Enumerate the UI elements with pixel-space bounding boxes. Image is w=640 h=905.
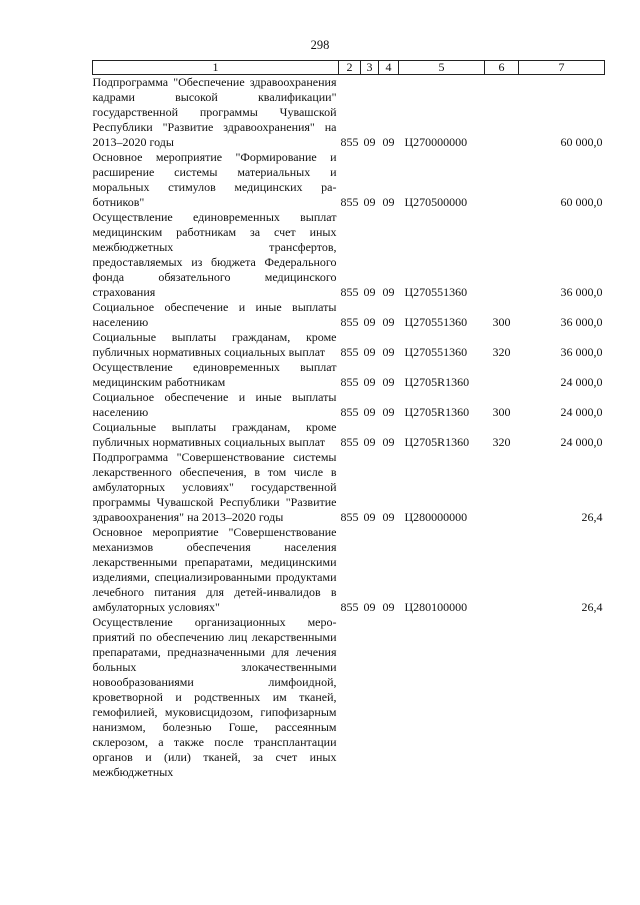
row-name: Подпрограмма "Обеспечение здравоохранения кадрами высокой квалификации" государственной программы Чувашской Республики "Развитие здравоохранения" на 2013–2020 годы (92, 75, 337, 149)
table-row (93, 150, 605, 210)
row-ministry: 855 (340, 285, 359, 299)
row-target-code: Ц280000000 (404, 510, 468, 524)
row-section (361, 615, 379, 780)
page-number: 298 (310, 38, 330, 52)
row-target-code: Ц270551360 (404, 315, 468, 329)
row-subsection: 09 (382, 600, 395, 614)
row-ministry: 855 (340, 195, 359, 209)
row-name: Социальное обеспечение и иные выплаты населению (92, 300, 337, 329)
row-expense-type: 300 (492, 315, 511, 329)
row-section: 09 (363, 405, 376, 419)
row-amount: 36 000,0 (560, 285, 603, 299)
row-section: 09 (363, 435, 376, 449)
row-ministry: 855 (340, 405, 359, 419)
row-section: 09 (363, 135, 376, 149)
row-name: Осуществление единовременных выплат медицинским работникам (92, 360, 337, 389)
row-expense-type: 300 (492, 405, 511, 419)
table-row (93, 300, 605, 330)
table-header-row (93, 61, 605, 75)
row-name: Социальные выплаты гражданам, кроме публичных нормативных социальных выплат (92, 420, 337, 449)
row-target-code: Ц2705R1360 (404, 435, 470, 449)
row-target-code: Ц270500000 (404, 195, 468, 209)
row-name: Основное мероприятие "Совершенствование механизмов обеспечения населения лекарственными препаратами, медицинскими изделиями, специализированными продуктами лечебного питания для детей-инвалидов в амбулаторных условиях" (92, 525, 337, 614)
row-amount: 60 000,0 (560, 195, 603, 209)
row-amount: 60 000,0 (560, 135, 603, 149)
row-amount: 26,4 (581, 600, 603, 614)
row-subsection: 09 (382, 315, 395, 329)
row-section: 09 (363, 315, 376, 329)
row-section: 09 (363, 285, 376, 299)
row-subsection: 09 (382, 435, 395, 449)
header-col-3: 3 (361, 61, 379, 75)
row-ministry: 855 (340, 345, 359, 359)
row-expense-type: 320 (492, 345, 511, 359)
row-target-code: Ц2705R1360 (404, 375, 470, 389)
row-name: Осуществление единовременных выплат медицинским работникам за счет иных межбюджетных трансфертов, предоставляемых из бюджета Федерального фонда обязательного медицинского страхования (92, 210, 337, 299)
row-subsection: 09 (382, 405, 395, 419)
row-expense-type (485, 75, 519, 151)
header-col-2: 2 (339, 61, 361, 75)
row-expense-type (485, 360, 519, 390)
table-row (93, 210, 605, 300)
row-target-code: Ц270551360 (404, 285, 468, 299)
row-amount: 24 000,0 (560, 435, 603, 449)
row-name: Социальное обеспечение и иные выплаты населению (92, 390, 337, 419)
row-target-code: Ц2705R1360 (404, 405, 470, 419)
table-row (93, 360, 605, 390)
row-ministry: 855 (340, 510, 359, 524)
row-ministry: 855 (340, 375, 359, 389)
row-expense-type (485, 150, 519, 210)
row-expense-type (485, 525, 519, 615)
row-ministry: 855 (340, 315, 359, 329)
table-row (93, 390, 605, 420)
table-row (93, 75, 605, 151)
row-subsection: 09 (382, 510, 395, 524)
header-col-7: 7 (519, 61, 605, 75)
row-amount: 26,4 (581, 510, 603, 524)
header-col-1: 1 (93, 61, 339, 75)
row-amount: 36 000,0 (560, 315, 603, 329)
row-name: Подпрограмма "Совершенствование системы лекарственного обеспечения, в том числе в амбулаторных условиях" государственной программы Чувашской Республики "Развитие здравоохранения" на 2013–2020 годы (92, 450, 337, 524)
table-row (93, 615, 605, 780)
row-subsection (379, 615, 399, 780)
table-row (93, 450, 605, 525)
row-ministry (339, 615, 361, 780)
row-target-code: Ц270000000 (404, 135, 468, 149)
row-amount: 24 000,0 (560, 375, 603, 389)
row-expense-type: 320 (492, 435, 511, 449)
row-target-code: Ц270551360 (404, 345, 468, 359)
row-name: Социальные выплаты гражданам, кроме публичных нормативных социальных выплат (92, 330, 337, 359)
table-row (93, 330, 605, 360)
row-subsection: 09 (382, 345, 395, 359)
row-section: 09 (363, 195, 376, 209)
header-col-6: 6 (485, 61, 519, 75)
row-subsection: 09 (382, 285, 395, 299)
row-subsection: 09 (382, 135, 395, 149)
row-subsection: 09 (382, 195, 395, 209)
table-row (93, 420, 605, 450)
budget-table (92, 60, 605, 780)
row-name: Основное мероприятие "Формирование и расширение системы материальных и моральных стимулов медицинских работников" (92, 150, 337, 209)
row-expense-type (485, 615, 519, 780)
header-col-5: 5 (399, 61, 485, 75)
row-name: Осуществление организационных мероприятий по обеспечению лиц лекарственными препаратами, предназначенными для лечения больных злокачественными новообразованиями лимфоидной, кроветворной и родственных им тканей, гемофилией, муковисцидозом, гипофизарным нанизмом, болезнью Гоше, рассеянным склерозом, а также после трансплантации органов и (или) тканей, за счет иных межбюджетных (92, 615, 337, 779)
row-target-code: Ц280100000 (404, 600, 468, 614)
row-amount: 24 000,0 (560, 405, 603, 419)
row-ministry: 855 (340, 600, 359, 614)
row-expense-type (485, 450, 519, 525)
row-section: 09 (363, 375, 376, 389)
row-section: 09 (363, 345, 376, 359)
row-target-code (399, 615, 485, 780)
row-section: 09 (363, 510, 376, 524)
row-subsection: 09 (382, 375, 395, 389)
row-expense-type (485, 210, 519, 300)
header-col-4: 4 (379, 61, 399, 75)
row-ministry: 855 (340, 135, 359, 149)
row-ministry: 855 (340, 435, 359, 449)
table-row (93, 525, 605, 615)
row-section: 09 (363, 600, 376, 614)
row-amount (519, 615, 605, 780)
row-amount: 36 000,0 (560, 345, 603, 359)
